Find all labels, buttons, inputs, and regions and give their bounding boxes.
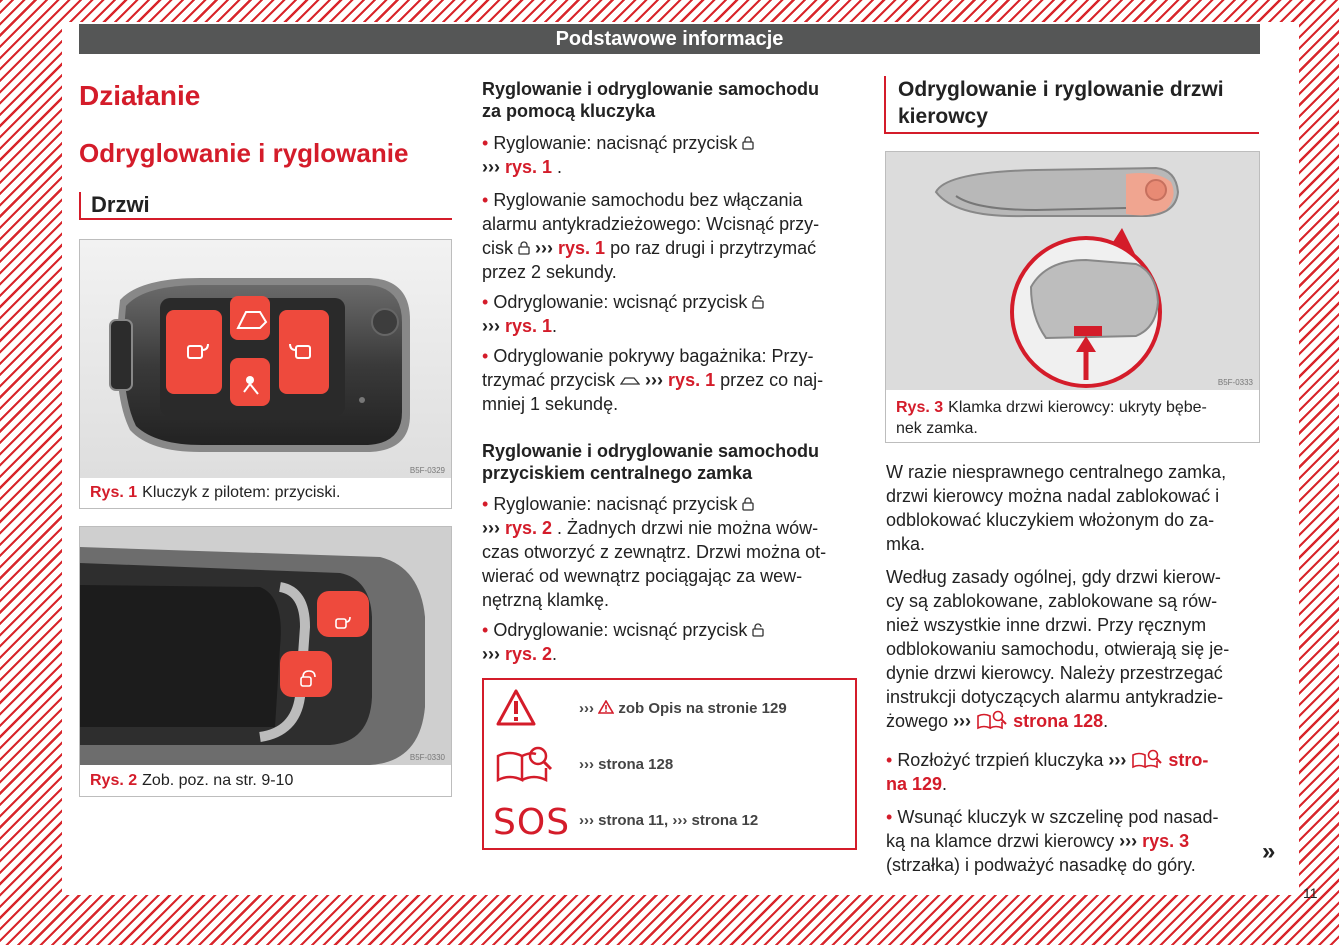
- text: nież wszystkie inne drzwi. Przy ręcznym: [886, 615, 1207, 635]
- bullet: •: [886, 750, 898, 770]
- paragraph: • Rozłożyć trzpień kluczyka ››› stro- na 129.: [886, 750, 1209, 794]
- figure-reference-link[interactable]: rys. 1: [668, 370, 716, 390]
- text: instrukcji dotyczących alarmu antykradzie-: [886, 687, 1224, 707]
- right-column-text: [886, 460, 1258, 877]
- page-reference-link[interactable]: na 129: [886, 774, 943, 794]
- book-search-icon: [976, 710, 1008, 730]
- reference-arrow: ›››: [579, 700, 599, 717]
- text: Ryglowanie: nacisnąć przycisk: [493, 494, 738, 514]
- page-header: Podstawowe informacje: [79, 24, 1260, 54]
- figure-1: [79, 239, 452, 509]
- reference-box: [482, 678, 857, 850]
- reference-link[interactable]: strona 12: [691, 812, 759, 829]
- reference-link[interactable]: strona 11,: [598, 812, 669, 829]
- warning-small-icon: [598, 700, 614, 714]
- text: W razie niesprawnego centralnego zamka,: [886, 462, 1227, 482]
- book-search-icon: [1131, 749, 1163, 769]
- text: .: [557, 157, 563, 177]
- text: odblokować kluczykiem włożonym do za-: [886, 510, 1215, 530]
- bullet: •: [482, 620, 494, 640]
- reference-row: [579, 812, 758, 829]
- reference-link[interactable]: strona 128: [598, 756, 674, 773]
- bullet: •: [482, 133, 494, 153]
- lock-icon: [742, 497, 754, 511]
- text: (strzałka) i podważyć nasadkę do góry.: [886, 855, 1196, 875]
- text: .: [552, 316, 558, 336]
- subsection-title: [482, 440, 858, 484]
- figure-caption: [90, 772, 293, 790]
- text: mka.: [886, 534, 926, 554]
- text: . Żadnych drzwi nie można wów-: [557, 518, 819, 538]
- text: dynie drzwi kierowcy. Należy przestrzegać: [886, 663, 1223, 683]
- caption-text: Klamka drzwi kierowcy: ukryty bębe-: [948, 399, 1207, 416]
- figure-reference-link[interactable]: rys. 2: [504, 644, 553, 664]
- figure-code: B5F-0329: [409, 466, 445, 475]
- unlock-icon: [752, 295, 764, 309]
- bullet: •: [482, 346, 494, 366]
- caption-text: nek zamka.: [896, 420, 978, 437]
- text: Rozłożyć trzpień kluczyka: [897, 750, 1104, 770]
- text: ką na klamce drzwi kierowcy: [886, 831, 1115, 851]
- middle-column: [482, 78, 858, 666]
- key-fob-image: [80, 240, 451, 478]
- figure-2: [79, 526, 452, 797]
- subsection-title: [482, 78, 858, 122]
- paragraph: [482, 344, 858, 416]
- title-line: Ryglowanie i odryglowanie samochodu: [482, 441, 820, 461]
- text: cisk: [482, 238, 513, 258]
- figure-3: [885, 151, 1260, 443]
- door-handle-image: [886, 152, 1259, 390]
- section-title: Odryglowanie i ryglowanie: [79, 138, 409, 168]
- text: .: [552, 644, 558, 664]
- text: Ryglowanie: nacisnąć przycisk: [493, 133, 738, 153]
- figure-label: Rys. 3: [896, 399, 944, 416]
- reference-arrow: ›››: [482, 644, 505, 664]
- lock-icon: [742, 136, 754, 150]
- section-title: [884, 76, 1259, 134]
- figure-reference-link[interactable]: rys. 3: [1142, 831, 1190, 851]
- figure-reference-link[interactable]: rys. 1: [504, 157, 553, 177]
- reference-arrow: ›››: [535, 238, 554, 258]
- page-number: 11: [1303, 885, 1318, 901]
- text: czas otworzyć z zewnątrz. Drzwi można ot-: [482, 542, 827, 562]
- text: Odryglowanie: wcisnąć przycisk: [493, 292, 748, 312]
- reference-arrow: ›››: [482, 157, 505, 177]
- text: mniej 1 sekundę.: [482, 394, 619, 414]
- paragraph: [482, 618, 858, 666]
- text: alarmu antykradzieżowego: Wcisnąć przy-: [482, 214, 820, 234]
- reference-arrow: ›››: [482, 518, 505, 538]
- reference-link[interactable]: zob Opis na stronie 129: [618, 700, 787, 717]
- text: przez co naj-: [720, 370, 824, 390]
- text: trzymać przycisk: [482, 370, 616, 390]
- figure-code: B5F-0333: [1217, 378, 1253, 387]
- text: po raz drugi i przytrzymać: [610, 238, 817, 258]
- reference-arrow: ›››: [1119, 831, 1138, 851]
- reference-row: [579, 700, 787, 717]
- text: żowego: [886, 711, 949, 731]
- book-search-icon: [494, 744, 554, 784]
- bullet: •: [482, 292, 494, 312]
- text: nętrzną klamkę.: [482, 590, 610, 610]
- reference-arrow: ›››: [672, 812, 692, 829]
- subsection-title: Drzwi: [79, 192, 452, 220]
- text: Odryglowanie: wcisnąć przycisk: [493, 620, 748, 640]
- bullet: •: [886, 807, 898, 827]
- title-line: przyciskiem centralnego zamka: [482, 463, 753, 483]
- text: Według zasady ogólnej, gdy drzwi kierow-: [886, 567, 1221, 587]
- figure-caption: [896, 397, 1207, 439]
- figure-code: B5F-0330: [409, 753, 445, 762]
- text: Ryglowanie samochodu bez włączania: [493, 190, 803, 210]
- figure-reference-link[interactable]: rys. 1: [558, 238, 606, 258]
- figure-reference-link[interactable]: rys. 2: [504, 518, 553, 538]
- reference-arrow: ›››: [579, 756, 599, 773]
- reference-arrow: ›››: [482, 316, 505, 336]
- figure-label: Rys. 2: [90, 772, 138, 789]
- reference-row: [579, 756, 673, 773]
- caption-text: Kluczyk z pilotem: przyciski.: [142, 484, 341, 501]
- paragraph: [482, 131, 858, 179]
- text: cy są zablokowane, zablokowane są rów-: [886, 591, 1218, 611]
- paragraph: [482, 492, 858, 612]
- paragraph: Według zasady ogólnej, gdy drzwi kierow- cy są zablokowane, zablokowane są rów- nież wszystkie inne drzwi. Przy ręcznym odblokowaniu samochodu, otwierają się je- dynie drzwi kierowcy. Należy przestrzegać instrukcji dotyczących alarmu antykradzie- żowego ››› strona 128.: [886, 565, 1258, 733]
- reference-arrow: ›››: [579, 812, 599, 829]
- text: wierać od wewnątrz pociągając za wew-: [482, 566, 803, 586]
- figure-caption: [90, 484, 340, 502]
- paragraph: [482, 290, 858, 338]
- bullet: •: [482, 190, 494, 210]
- reference-arrow: ›››: [1108, 750, 1127, 770]
- title-line: Odryglowanie i ryglowanie drzwi: [898, 78, 1224, 101]
- text: przez 2 sekundy.: [482, 262, 617, 282]
- text: Odryglowanie pokrywy bagażnika: Przy-: [493, 346, 814, 366]
- text: odblokowaniu samochodu, otwierają się je-: [886, 639, 1230, 659]
- warning-icon: [496, 689, 536, 727]
- reference-arrow: ›››: [953, 711, 972, 731]
- lock-icon: [518, 241, 530, 255]
- text: drzwi kierowcy można nadal zablokować i: [886, 486, 1220, 506]
- door-panel-image: [80, 527, 451, 765]
- paragraph: [482, 188, 858, 284]
- trunk-icon: [620, 376, 640, 386]
- reference-arrow: ›››: [645, 370, 664, 390]
- bullet: •: [482, 494, 494, 514]
- text: Wsunąć kluczyk w szczelinę pod nasad-: [897, 807, 1219, 827]
- title-line: Ryglowanie i odryglowanie samochodu: [482, 79, 820, 99]
- title-line: za pomocą kluczyka: [482, 101, 656, 121]
- continued-marker: »: [1262, 838, 1276, 865]
- figure-reference-link[interactable]: rys. 1: [504, 316, 553, 336]
- paragraph: [886, 805, 1258, 877]
- page-reference-link[interactable]: strona 128: [1013, 711, 1104, 731]
- caption-text: Zob. poz. na str. 9-10: [142, 772, 294, 789]
- sos-icon: SOS: [493, 802, 571, 843]
- unlock-icon: [752, 623, 764, 637]
- chapter-title: Działanie: [79, 80, 201, 111]
- page-reference-link[interactable]: stro-: [1168, 750, 1209, 770]
- paragraph: [886, 460, 1258, 556]
- figure-label: Rys. 1: [90, 484, 138, 501]
- title-line: kierowcy: [898, 105, 988, 128]
